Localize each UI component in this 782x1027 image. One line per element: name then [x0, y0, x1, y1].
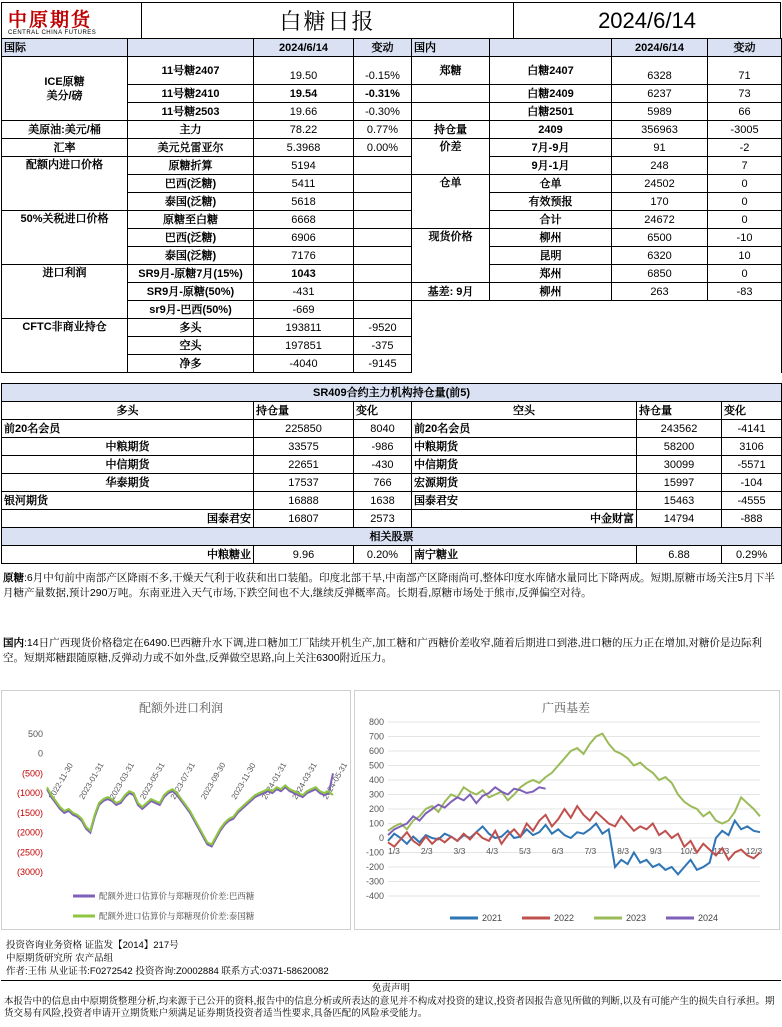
q1-value: 5194: [254, 157, 354, 175]
x-tick-label: 1/3: [388, 846, 400, 856]
dom-label: 国内: [3, 637, 24, 649]
oil-key: 主力: [128, 121, 254, 139]
q3-value: 5618: [254, 193, 354, 211]
inst-long-name: 中信期货: [2, 456, 254, 474]
inst-short-chg: -4141: [722, 420, 782, 438]
ice1-chg: -0.15%: [354, 57, 412, 85]
legend-label: 配额外进口估算价与郑糖现价价差:巴西糖: [99, 891, 255, 901]
x-tick-label: 11/3: [713, 846, 730, 856]
inst-long-oi: 33575: [254, 438, 354, 456]
x-tick-label: 2/3: [420, 846, 433, 856]
y-tick-label: 600: [368, 746, 384, 756]
fx-chg: 0.00%: [354, 139, 412, 157]
y-tick-label: (2000): [16, 827, 43, 838]
x-tick-label: 3/3: [453, 846, 466, 856]
basis-label: 基差: 9月: [412, 283, 490, 301]
footer-institute: 中原期货研究所 农产品组: [6, 953, 114, 964]
y-tick-label: 0: [378, 833, 384, 843]
intl-chg-header: 变动: [354, 39, 412, 57]
inst-long-chg: 2573: [354, 510, 412, 528]
w2-value: 170: [612, 193, 708, 211]
inst-long-oi: 225850: [254, 420, 354, 438]
z1-chg: 71: [708, 57, 782, 85]
c2-value: 197851: [254, 337, 354, 355]
inst-short-oi: 14794: [637, 510, 722, 528]
inst-short-chg: -5571: [722, 456, 782, 474]
stock1-name: 中粮糖业: [2, 546, 254, 564]
z3-value: 5989: [612, 103, 708, 121]
inst-long-oi: 17537: [254, 474, 354, 492]
w3-chg: 0: [708, 211, 782, 229]
footer-divider: [1, 980, 781, 981]
table-row: [2, 474, 782, 492]
table-row: [2, 420, 782, 438]
x-tick-label: 2024-03-31: [290, 761, 319, 801]
chart-title: 广西基差: [541, 701, 591, 715]
oi-label: 持仓量: [412, 121, 490, 139]
t2-label: 巴西(泛糖): [128, 229, 254, 247]
x-tick-label: 2023-03-31: [107, 761, 137, 801]
inst-long-head: 多头: [2, 402, 254, 420]
y-tick-label: (2500): [16, 847, 43, 858]
disclaimer-text: 本报告中的信息由中原期货整理分析,均来源于已公开的资料,报告中的信息分析或所表达的意见并不构成对投资的建议,投资者因报告意见所做的判断,以及有可能产生的损失自行承担。期货交易有风险,投资者申请开立期货账户须满足证券期货投资者适当性要求,具备匹配的风险承受能力。: [4, 996, 775, 1019]
raw-sugar-commentary: [1, 571, 781, 601]
z1-value: 6328: [612, 57, 708, 85]
market-table: [1, 38, 782, 373]
inst-oi-head: 持仓量: [254, 402, 354, 420]
c2-label: 空头: [128, 337, 254, 355]
stock2-chg: 0.29%: [722, 546, 782, 564]
w3-value: 24672: [612, 211, 708, 229]
report-title: 白糖日报: [142, 3, 514, 38]
inst-short-name: 前20名会员: [412, 420, 637, 438]
y-tick-label: -300: [365, 876, 384, 887]
oil-value: 78.22: [254, 121, 354, 139]
x-tick-label: 9/3: [649, 846, 662, 856]
t3-label: 泰国(泛糖): [128, 247, 254, 265]
legend-label: 2023: [626, 913, 647, 923]
ice3-chg: -0.30%: [354, 103, 412, 121]
inst-long-name: 银河期货: [2, 492, 254, 510]
import-profit-chart: [1, 690, 351, 930]
x-tick-label: 4/3: [486, 846, 499, 856]
t3-value: 7176: [254, 247, 354, 265]
ice3-value: 19.66: [254, 103, 354, 121]
p3-value: -669: [254, 301, 354, 319]
x-tick-label: 12/3: [745, 846, 763, 856]
t1-value: 6668: [254, 211, 354, 229]
inst-short-chg: -888: [722, 510, 782, 528]
x-tick-label: 2023-05-31: [138, 761, 167, 801]
inst-long-chg: 766: [354, 474, 412, 492]
legend-label: 2022: [554, 913, 575, 923]
sp3-value: 6850: [612, 265, 708, 283]
spread-label: 价差: [412, 139, 490, 175]
dom-text: :14日广西现货价格稳定在6490.巴西糖升水下调,进口糖加工厂陆续开机生产,加工糖和广西糖价差收窄,随着后期进口到港,进口糖的压力正在增加,对糖价是边际利空。短期郑糖跟随原糖,反弹动力或不如外盘,反弹做空思路,向上关注6300附近压力。: [3, 637, 762, 664]
z2-label: 白糖2409: [490, 85, 612, 103]
y-tick-label: 200: [368, 804, 384, 814]
t1-label: 原糖至白糖: [128, 211, 254, 229]
dom-chg-header: 变动: [708, 39, 782, 57]
ice1-label: 11号糖2407: [128, 57, 254, 85]
dom-date-header: 2024/6/14: [612, 39, 708, 57]
inst-long-oi: 22651: [254, 456, 354, 474]
oi-chg: -3005: [708, 121, 782, 139]
p1-label: SR9月-原糖7月(15%): [128, 265, 254, 283]
z2-chg: 73: [708, 85, 782, 103]
sp3-chg: 0: [708, 265, 782, 283]
sp2-label: 昆明: [490, 247, 612, 265]
inst-short-oi: 58200: [637, 438, 722, 456]
inst-long-name: 前20名会员: [2, 420, 254, 438]
x-tick-label: 2023-01-31: [77, 761, 106, 801]
b1-value: 263: [612, 283, 708, 301]
x-tick-label: 2023-07-31: [168, 761, 197, 801]
ice2-value: 19.54: [254, 85, 354, 103]
inst-long-chg: -986: [354, 438, 412, 456]
fx-key: 美元兑雷亚尔: [128, 139, 254, 157]
x-tick-label: 6/3: [551, 846, 564, 856]
raw-text: :6月中旬前中南部产区降雨不多,干燥天气利于收获和出口装船。印度北部干旱,中南部产区降雨尚可,整体印度水库储水量同比下降两成。短期,原糖市场关注5月下半月糖产量数据,预计290万吨。东南亚进入天气市场,下跌空间也不大,继续反弹概率高。长期看,原糖市场处于熊市,反弹偏空对待。: [3, 572, 775, 599]
disclaimer-title: 免责声明: [371, 983, 410, 994]
s1-label: 7月-9月: [490, 139, 612, 157]
y-tick-label: 0: [37, 748, 43, 759]
w2-label: 有效预报: [490, 193, 612, 211]
z3-chg: 66: [708, 103, 782, 121]
p1-value: 1043: [254, 265, 354, 283]
z2-value: 6237: [612, 85, 708, 103]
oi-key: 2409: [490, 121, 612, 139]
c1-label: 多头: [128, 319, 254, 337]
brand-logo: [2, 3, 142, 38]
brand-name-en: CENTRAL CHINA FUTURES: [8, 30, 97, 36]
s2-chg: 7: [708, 157, 782, 175]
raw-label: 原糖: [3, 572, 24, 584]
stock2-name: 南宁糖业: [412, 546, 637, 564]
c1-chg: -9520: [354, 319, 412, 337]
inst-long-oi: 16807: [254, 510, 354, 528]
y-tick-label: 400: [368, 775, 384, 785]
x-tick-label: 2022-11-30: [46, 761, 75, 801]
inst-long-oi: 16888: [254, 492, 354, 510]
w1-value: 24502: [612, 175, 708, 193]
x-tick-label: 2024-01-31: [260, 761, 289, 801]
cftc-label: CFTC非商业持仓: [2, 319, 128, 373]
w2-chg: 0: [708, 193, 782, 211]
inst-short-name: 宏源期货: [412, 474, 637, 492]
inst-short-name: 中金财富: [412, 510, 637, 528]
tax-label: 50%关税进口价格: [2, 211, 128, 265]
s1-chg: -2: [708, 139, 782, 157]
y-tick-label: -200: [365, 862, 384, 872]
w1-chg: 0: [708, 175, 782, 193]
inst-long-name: 华泰期货: [2, 474, 254, 492]
legend-label: 配额外进口估算价与郑糖现价价差:泰国糖: [99, 911, 255, 921]
c3-chg: -9145: [354, 355, 412, 373]
inst-oi-head-2: 持仓量: [637, 402, 722, 420]
intl-date-header: 2024/6/14: [254, 39, 354, 57]
y-tick-label: 500: [368, 760, 384, 771]
intl-header: 国际: [2, 39, 128, 57]
p2-label: SR9月-原糖(50%): [128, 283, 254, 301]
inst-short-oi: 243562: [637, 420, 722, 438]
inst-long-name: 中粮期货: [2, 438, 254, 456]
inst-short-name: 中粮期货: [412, 438, 637, 456]
w3-label: 合计: [490, 211, 612, 229]
sp1-chg: -10: [708, 229, 782, 247]
q2-label: 巴西(泛糖): [128, 175, 254, 193]
y-tick-label: 100: [368, 818, 384, 829]
b1-label: 柳州: [490, 283, 612, 301]
oil-chg: 0.77%: [354, 121, 412, 139]
stock1-value: 9.96: [254, 546, 354, 564]
oil-label: 美原油:美元/桶: [2, 121, 128, 139]
ice-label: ICE原糖 美分/磅: [2, 57, 128, 121]
inst-long-chg: 1638: [354, 492, 412, 510]
y-tick-label: -100: [365, 847, 384, 858]
x-tick-label: 7/3: [584, 846, 597, 856]
x-tick-label: 2023-11-30: [229, 761, 258, 801]
y-tick-label: 700: [368, 731, 384, 742]
w1-label: 仓单: [490, 175, 612, 193]
legend-label: 2024: [698, 913, 719, 923]
zz-label: 郑糖: [412, 57, 490, 85]
stock-title: 相关股票: [2, 528, 782, 546]
inst-short-name: 国泰君安: [412, 492, 637, 510]
stock2-value: 6.88: [637, 546, 722, 564]
wh-label: 仓单: [412, 175, 490, 229]
sp1-label: 柳州: [490, 229, 612, 247]
institution-table: [1, 383, 782, 564]
dom-header: 国内: [412, 39, 490, 57]
table-row: [2, 492, 782, 510]
ice2-label: 11号糖2410: [128, 85, 254, 103]
spot-label: 现货价格: [412, 229, 490, 283]
report-date: 2024/6/14: [598, 7, 696, 33]
inst-short-chg: 3106: [722, 438, 782, 456]
p3-label: sr9月-巴西(50%): [128, 301, 254, 319]
y-tick-label: -400: [365, 891, 384, 901]
report-header: [1, 2, 781, 38]
inst-long-chg: 8040: [354, 420, 412, 438]
y-tick-label: 300: [368, 789, 384, 800]
ice1-value: 19.50: [254, 57, 354, 85]
fx-label: 汇率: [2, 139, 128, 157]
inst-short-head: 空头: [412, 402, 637, 420]
legend-label: 2021: [482, 913, 503, 923]
guangxi-basis-chart: [354, 690, 780, 930]
sp3-label: 郑州: [490, 265, 612, 283]
inst-long-chg: -430: [354, 456, 412, 474]
inst-title: SR409合约主力机构持仓量(前5): [2, 384, 782, 402]
y-tick-label: (1000): [16, 788, 43, 799]
stock1-chg: 0.20%: [354, 546, 412, 564]
oi-value: 356963: [612, 121, 708, 139]
sp2-chg: 10: [708, 247, 782, 265]
table-row: [2, 438, 782, 456]
z3-label: 白糖2501: [490, 103, 612, 121]
inst-short-oi: 15463: [637, 492, 722, 510]
chart-frame: [355, 691, 780, 930]
y-tick-label: (3000): [16, 867, 43, 877]
c3-label: 净多: [128, 355, 254, 373]
brand-name-cn: 中原期货: [8, 9, 93, 31]
q2-value: 5411: [254, 175, 354, 193]
quota-label: 配额内进口价格: [2, 157, 128, 211]
x-tick-label: 5/3: [518, 846, 531, 856]
z1-label: 白糖2407: [490, 57, 612, 85]
inst-chg-head: 变化: [354, 402, 412, 420]
b1-chg: -83: [708, 283, 782, 301]
s2-label: 9月-1月: [490, 157, 612, 175]
chart-title: 配额外进口利润: [138, 701, 224, 715]
x-tick-label: 2023-09-30: [199, 761, 228, 801]
t2-value: 6906: [254, 229, 354, 247]
ice3-label: 11号糖2503: [128, 103, 254, 121]
y-tick-label: 500: [27, 729, 43, 739]
sp2-value: 6320: [612, 247, 708, 265]
inst-chg-head-2: 变化: [722, 402, 782, 420]
s1-value: 91: [612, 139, 708, 157]
table-row: [2, 456, 782, 474]
sp1-value: 6500: [612, 229, 708, 247]
y-tick-label: (1500): [16, 807, 43, 818]
s2-value: 248: [612, 157, 708, 175]
y-tick-label: 800: [368, 717, 384, 727]
c2-chg: -375: [354, 337, 412, 355]
y-tick-label: (500): [21, 768, 43, 779]
table-row: [2, 510, 782, 528]
c3-value: -4040: [254, 355, 354, 373]
inst-short-oi: 15997: [637, 474, 722, 492]
inst-long-name: 国泰君安: [2, 510, 254, 528]
inst-short-chg: -4555: [722, 492, 782, 510]
inst-short-oi: 30099: [637, 456, 722, 474]
q3-label: 泰国(泛糖): [128, 193, 254, 211]
x-tick-label: 10/3: [680, 846, 697, 856]
fx-value: 5.3968: [254, 139, 354, 157]
x-tick-label: 2024-05-31: [320, 761, 350, 801]
x-tick-label: 8/3: [617, 846, 630, 856]
c1-value: 193811: [254, 319, 354, 337]
footer-qualification: 投资咨询业务资格 证监发【2014】217号: [6, 940, 179, 951]
profit-label: 进口利润: [2, 265, 128, 319]
q1-label: 原糖折算: [128, 157, 254, 175]
domestic-commentary: [1, 636, 781, 666]
footer-author: 作者:王伟 从业证书:F0272542 投资咨询:Z0002884 联系方式:0371-58620082: [6, 966, 329, 977]
inst-short-chg: -104: [722, 474, 782, 492]
p2-value: -431: [254, 283, 354, 301]
ice2-chg: -0.31%: [354, 85, 412, 103]
inst-short-name: 中信期货: [412, 456, 637, 474]
